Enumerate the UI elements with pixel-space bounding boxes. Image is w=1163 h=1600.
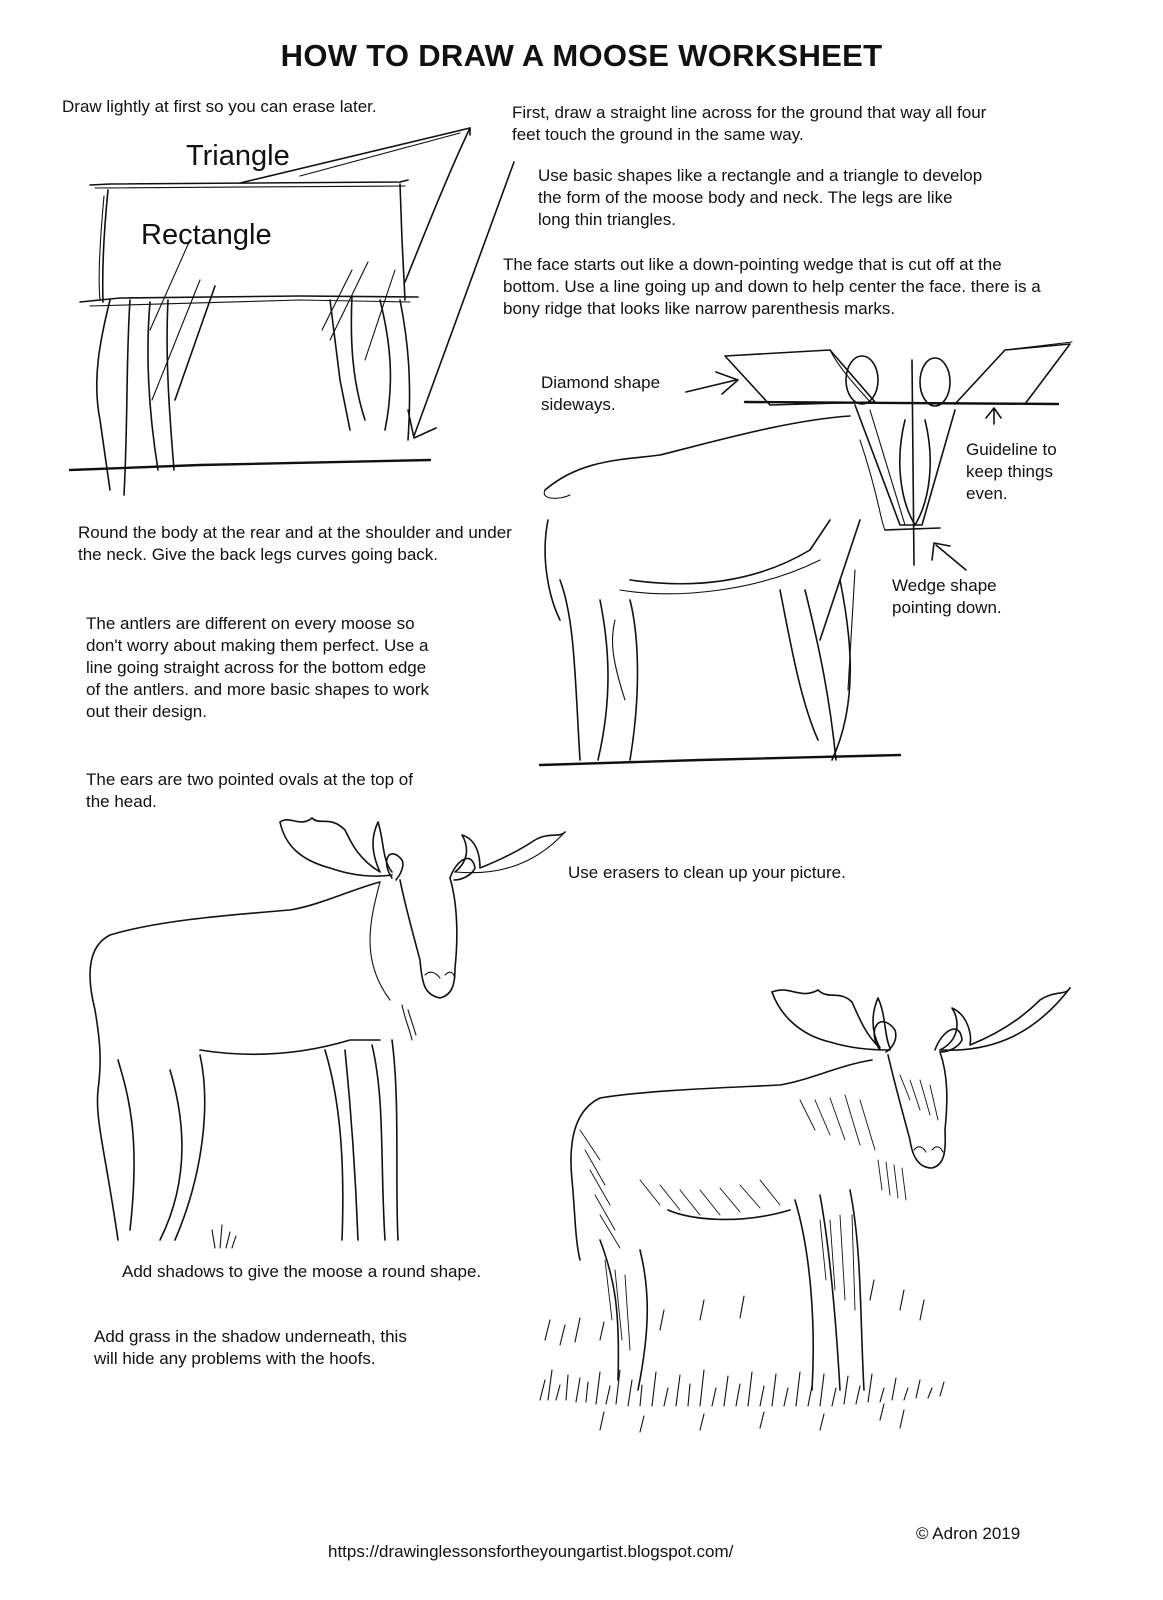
round-body-instructions: Round the body at the rear and at the shoulder and under the neck. Give the back legs curves going back.	[78, 523, 512, 564]
erasers-instructions: Use erasers to clean up your picture.	[568, 863, 846, 882]
copyright-notice: © Adron 2019	[916, 1524, 1021, 1543]
guideline-label: Guideline to keep things even.	[966, 440, 1057, 503]
face-wedge-instructions: The face starts out like a down-pointing wedge that is cut off at the bottom. Use a line going up and down to help center the face. there is a bony ridge that looks like narrow parenthesis marks.	[503, 255, 1041, 318]
triangle-label: Triangle	[186, 140, 290, 172]
basic-shapes-instructions: Use basic shapes like a rectangle and a triangle to develop the form of the moose body and neck. The legs are like long thin triangles.	[538, 166, 983, 229]
ground-line-instructions: First, draw a straight line across for the ground that way all four feet touch the ground in the same way.	[512, 103, 987, 144]
draw-lightly-tip: Draw lightly at first so you can erase later.	[62, 97, 377, 116]
blog-url: https://drawinglessonsfortheyoungartist.blogspot.com/	[328, 1542, 734, 1561]
grass-instructions: Add grass in the shadow underneath, this will hide any problems with the hoofs.	[94, 1327, 407, 1368]
antlers-instructions: The antlers are different on every moose so don't worry about making them perfect. Use a line going straight across for the bottom edge of the antlers. and more basic shapes to work out their design.	[86, 614, 430, 721]
page-title: HOW TO DRAW A MOOSE WORKSHEET	[280, 38, 883, 73]
diamond-shape-label: Diamond shape sideways.	[541, 373, 661, 414]
wedge-shape-label: Wedge shape pointing down.	[892, 576, 1002, 617]
ears-instructions: The ears are two pointed ovals at the top of the head.	[86, 770, 413, 811]
shadows-instructions: Add shadows to give the moose a round shape.	[122, 1262, 482, 1281]
rectangle-label: Rectangle	[141, 219, 272, 251]
